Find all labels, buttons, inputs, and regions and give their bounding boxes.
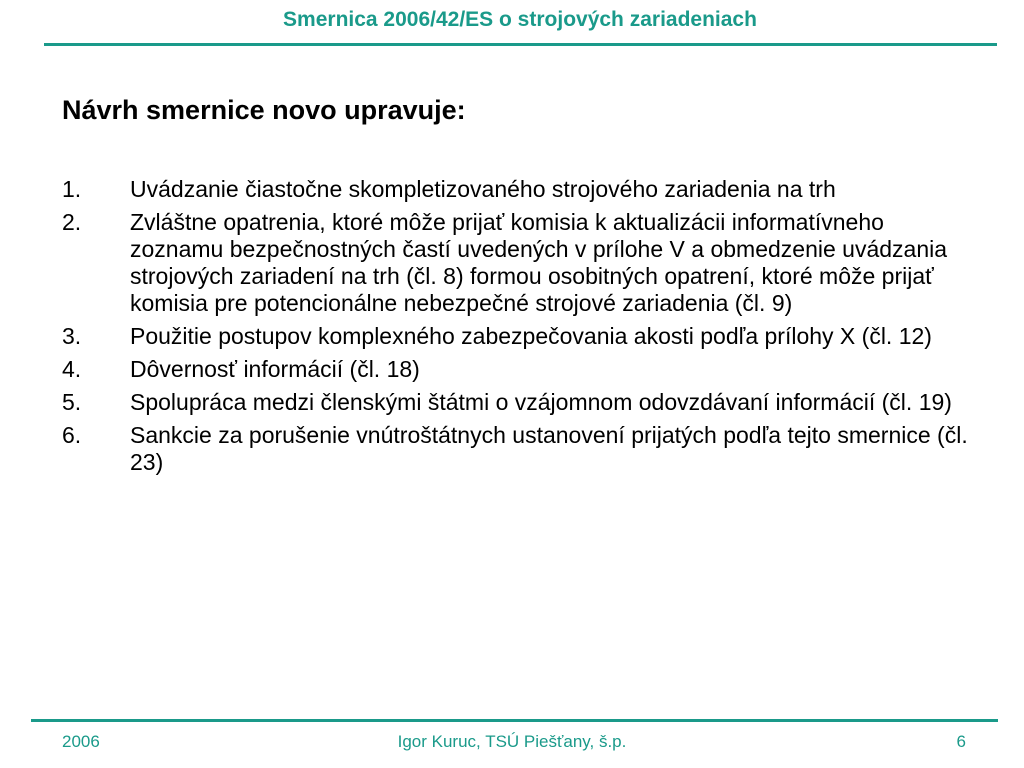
- list-item: [62, 209, 982, 317]
- list-item-text: Spolupráca medzi členskými štátmi o vzájomnom odovzdávaní informácií (čl. 19): [130, 389, 952, 415]
- list-item-number: 2.: [62, 209, 82, 235]
- slide-title: Smernica 2006/42/ES o strojových zariadeniach: [283, 8, 757, 31]
- footer-author: Igor Kuruc, TSÚ Piešťany, š.p.: [397, 732, 627, 751]
- list-item-text: Uvádzanie čiastočne skompletizovaného strojového zariadenia na trh: [130, 176, 836, 202]
- header-divider: [44, 43, 997, 46]
- list-item: [62, 323, 982, 350]
- page-number: 6: [956, 732, 966, 751]
- list-item-number: 1.: [62, 176, 82, 202]
- footer-divider: [31, 719, 998, 722]
- list-item-number: 5.: [62, 389, 82, 415]
- list-item-number: 4.: [62, 356, 82, 382]
- list-item: [62, 356, 982, 383]
- list-item-number: 3.: [62, 323, 82, 349]
- footer-year: 2006: [62, 732, 100, 751]
- list-item: [62, 389, 982, 416]
- numbered-list: [62, 176, 982, 482]
- list-item-text: Sankcie za porušenie vnútroštátnych ustanovení prijatých podľa tejto smernice (čl. 23): [130, 422, 968, 475]
- list-item-number: 6.: [62, 422, 82, 448]
- list-item-text: Použitie postupov komplexného zabezpečovania akosti podľa prílohy X (čl. 12): [130, 323, 932, 349]
- list-item: [62, 422, 982, 476]
- list-item: [62, 176, 982, 203]
- list-item-text: Zvláštne opatrenia, ktoré môže prijať komisia k aktualizácii informatívneho zoznamu bezpečnostných častí uvedených v prílohe V a obmedzenie uvádzania strojových zariadení na trh (čl. 8) formou osobitných opatrení, ktoré môže prijať komisia pre potencionálne nebezpečné strojové zariadenia (čl. 9): [130, 209, 948, 316]
- section-heading: Návrh smernice novo upravuje:: [62, 95, 466, 125]
- list-item-text: Dôvernosť informácií (čl. 18): [130, 356, 420, 382]
